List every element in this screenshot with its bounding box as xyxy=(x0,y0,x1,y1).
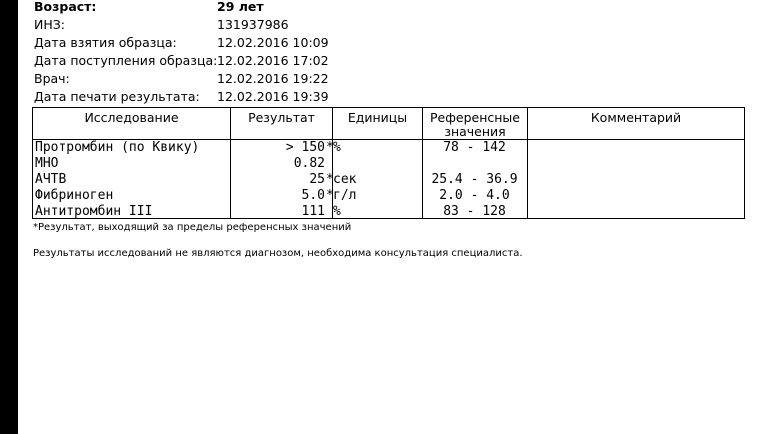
row-result: 0.82 xyxy=(293,156,325,171)
age-label: Возраст: xyxy=(34,0,97,14)
header-units: Единицы xyxy=(347,110,408,125)
header-result: Результат xyxy=(248,110,315,125)
footnote: *Результат, выходящий за пределы референсных значений xyxy=(33,222,352,233)
row-reference: 25.4 - 36.9 xyxy=(431,172,518,187)
sample-received-value: 12.02.2016 17:02 xyxy=(217,53,329,68)
print-date-value: 12.02.2016 19:39 xyxy=(217,89,329,104)
row-result: 5.0 xyxy=(301,188,325,203)
header-comment: Комментарий xyxy=(590,110,682,125)
sample-received-label: Дата поступления образца: xyxy=(34,53,218,68)
row-study-name: АЧТВ xyxy=(35,172,67,187)
sample-taken-value: 12.02.2016 10:09 xyxy=(217,35,329,50)
header-reference xyxy=(423,111,527,139)
doctor-label: Врач: xyxy=(34,71,70,86)
row-flag: * xyxy=(326,172,334,187)
age-value: 29 лет xyxy=(217,0,264,14)
row-unit: % xyxy=(333,140,341,155)
row-study-name: Протромбин (по Квику) xyxy=(35,140,200,155)
header-reference-line2: значения xyxy=(444,124,506,139)
row-flag: * xyxy=(326,140,334,155)
doctor-value: 12.02.2016 19:22 xyxy=(217,71,329,86)
row-reference: 78 - 142 xyxy=(443,140,506,155)
row-result: 111 xyxy=(301,204,325,219)
sample-taken-label: Дата взятия образца: xyxy=(34,35,177,50)
inz-value: 131937986 xyxy=(217,17,289,32)
row-unit: г/л xyxy=(333,188,357,203)
left-black-bar xyxy=(0,0,18,434)
row-reference: 83 - 128 xyxy=(443,204,506,219)
row-result: 25 xyxy=(309,172,325,187)
row-flag: * xyxy=(326,188,334,203)
print-date-label: Дата печати результата: xyxy=(34,89,200,104)
row-study-name: МНО xyxy=(35,156,59,171)
header-reference-line1: Референсные xyxy=(429,110,520,125)
row-reference: 2.0 - 4.0 xyxy=(439,188,510,203)
row-flag xyxy=(326,156,334,172)
row-reference xyxy=(422,156,527,172)
header-study: Исследование xyxy=(84,110,179,125)
row-unit: сек xyxy=(333,172,357,187)
disclaimer: Результаты исследований не являются диагнозом, необходима консультация специалиста. xyxy=(33,248,523,259)
row-study-name: Фибриноген xyxy=(35,188,114,203)
inz-label: ИНЗ: xyxy=(34,17,65,32)
row-result: > 150 xyxy=(285,140,325,155)
row-study-name: Антитромбин III xyxy=(35,204,153,219)
row-unit: % xyxy=(333,204,341,219)
results-table xyxy=(32,107,745,219)
